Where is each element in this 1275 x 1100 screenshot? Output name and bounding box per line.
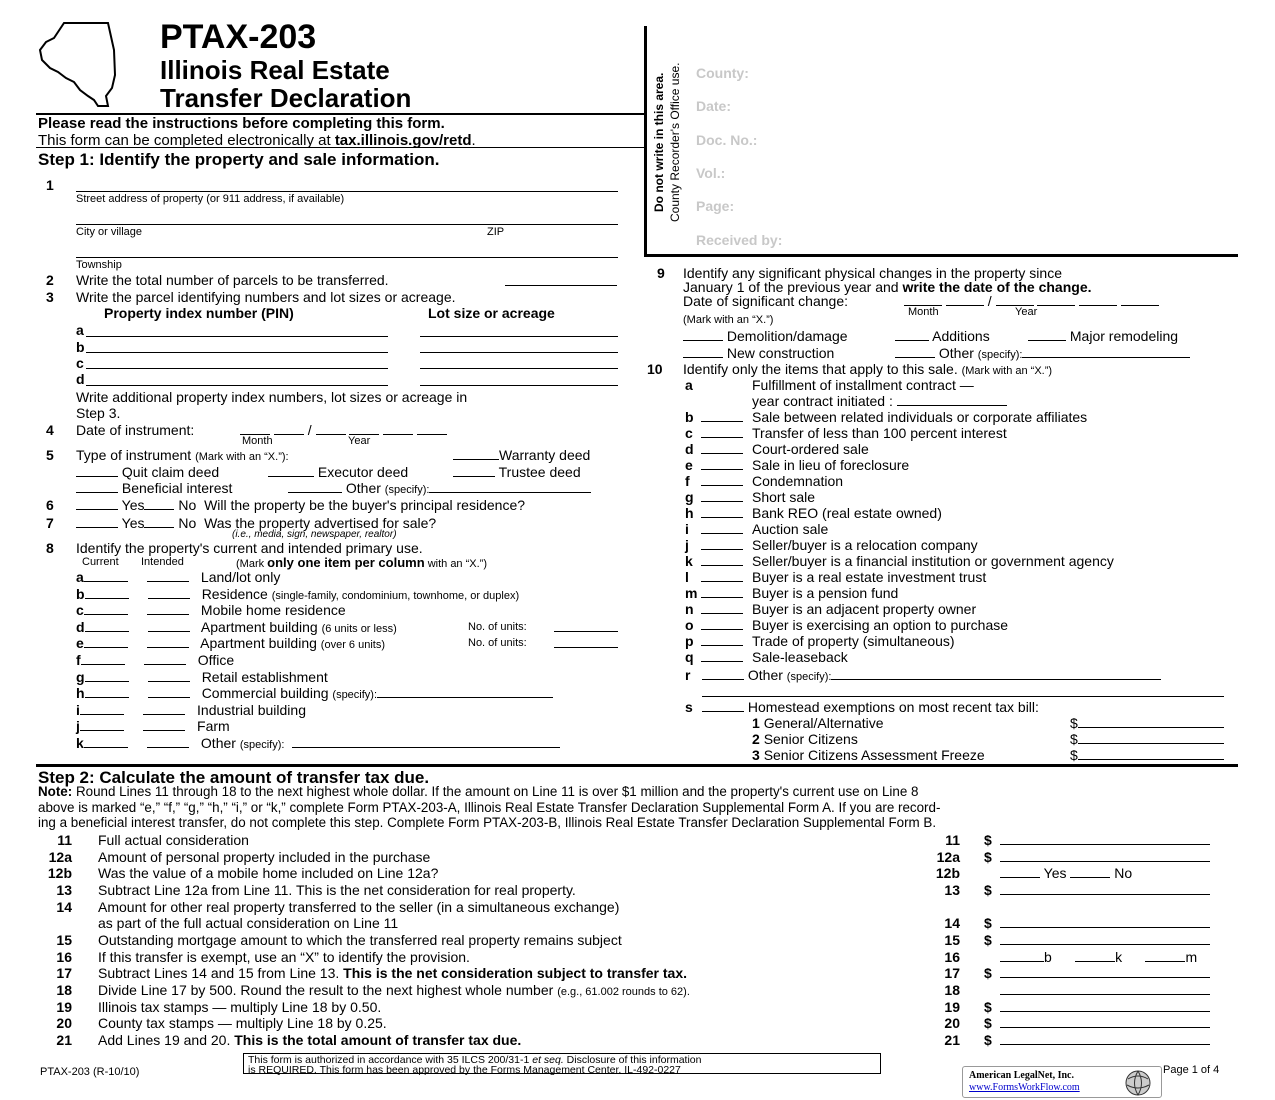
lot-size-header: Lot size or acreage bbox=[428, 305, 555, 321]
recorder-received-by: Received by: bbox=[696, 232, 783, 248]
change-date-field[interactable]: / bbox=[904, 293, 1159, 309]
line-7-row[interactable]: Yes No Was the property advertised for sale? bbox=[76, 515, 436, 531]
city-label: City or village bbox=[76, 226, 143, 238]
current-header: Current bbox=[82, 556, 119, 568]
line-7-examples: (i.e., media, sign, newspaper, realtor) bbox=[232, 529, 397, 540]
step2-note-2: above is marked “e,” “f,” “g,” “h,” “i,” or “k,” complete Form PTAX-203-A, Illinois Real Estate Transfer Declaration Supplemental Form A. If you are record- bbox=[38, 800, 941, 815]
sale-item-o[interactable]: o Buyer is exercising an option to purchase bbox=[685, 617, 1009, 633]
instrument-month-label: Month bbox=[242, 435, 273, 447]
exemption-3: 3 Senior Citizens Assessment Freeze bbox=[752, 747, 985, 763]
legalnet-logo[interactable]: American LegalNet, Inc. www.FormsWorkFlow.com bbox=[962, 1066, 1162, 1098]
form-revision: PTAX-203 (R-10/10) bbox=[40, 1066, 140, 1078]
property-use-row-b[interactable]: b Residence (single-family, condominium, townhome, or duplex) bbox=[76, 585, 520, 602]
lot-size-field-a[interactable] bbox=[420, 336, 618, 337]
township-field[interactable] bbox=[76, 257, 618, 258]
other-instrument-option[interactable]: Other (specify): bbox=[288, 480, 591, 496]
pin-letter-c: c bbox=[76, 355, 84, 371]
pin-field-a[interactable] bbox=[86, 336, 388, 337]
line-5-text: Type of instrument (Mark with an “X.”): bbox=[76, 447, 289, 463]
lot-size-field-c[interactable] bbox=[420, 368, 618, 369]
illinois-state-outline-icon bbox=[36, 20, 118, 110]
instrument-year-label: Year bbox=[348, 435, 371, 447]
recorder-vol: Vol.: bbox=[696, 165, 726, 181]
step2-note-3: ing a beneficial interest transfer, do not complete this step. Complete Form PTAX-203-B, Illinois Real Estate Transfer Declaration Supplemental Form B. bbox=[38, 815, 937, 830]
exemption-2: 2 Senior Citizens bbox=[752, 731, 858, 747]
line-10-text: Identify only the items that apply to this sale. (Mark with an “X.”) bbox=[683, 361, 1053, 377]
township-label: Township bbox=[76, 259, 122, 271]
major-remodeling-option[interactable]: Major remodeling bbox=[1028, 328, 1178, 344]
recorder-date: Date: bbox=[696, 98, 732, 114]
sale-item-k[interactable]: k Seller/buyer is a financial institution or government agency bbox=[685, 553, 1114, 569]
pin-letter-a: a bbox=[76, 322, 84, 338]
sale-item-b[interactable]: b Sale between related individuals or corporate affiliates bbox=[685, 409, 1088, 425]
form-title-line2: Transfer Declaration bbox=[160, 83, 412, 113]
line-7-number: 7 bbox=[46, 515, 54, 531]
property-use-row-k[interactable]: k Other (specify): bbox=[76, 735, 560, 751]
form-title-line1: Illinois Real Estate bbox=[160, 55, 390, 85]
property-use-row-g[interactable]: g Retail establishment bbox=[76, 668, 328, 685]
sale-item-l[interactable]: l Buyer is a real estate investment trust bbox=[685, 569, 987, 585]
pin-field-c[interactable] bbox=[86, 368, 388, 369]
change-year-label: Year bbox=[1015, 306, 1038, 318]
page-number: Page 1 of 4 bbox=[1163, 1064, 1220, 1076]
lot-size-field-b[interactable] bbox=[420, 352, 618, 353]
line-4-number: 4 bbox=[46, 422, 54, 438]
exemption-3-amount[interactable]: $ bbox=[1070, 747, 1224, 763]
line-2-number: 2 bbox=[46, 272, 54, 288]
executor-deed-option[interactable]: Executor deed bbox=[268, 464, 408, 480]
line-9-text-2: January 1 of the previous year and write the date of the change. bbox=[683, 279, 1092, 295]
beneficial-interest-option[interactable]: Beneficial interest bbox=[76, 480, 232, 496]
sale-item-c[interactable]: c Transfer of less than 100 percent interest bbox=[685, 425, 1007, 441]
exemption-1: 1 General/Alternative bbox=[752, 715, 884, 731]
sale-item-g[interactable]: g Short sale bbox=[685, 489, 816, 505]
sale-item-q[interactable]: q Sale-leaseback bbox=[685, 649, 848, 665]
item-r-letter: r bbox=[685, 667, 691, 683]
recorder-county: County: bbox=[696, 65, 749, 81]
recorder-doc-no: Doc. No.: bbox=[696, 132, 758, 148]
authorization-box: This form is authorized in accordance with 35 ILCS 200/31-1 et seq. Disclosure of this information is REQUIRED. This form has been approved by the Forms Management Center. IL-492-0227 bbox=[243, 1053, 881, 1074]
warranty-deed-option[interactable]: Warranty deed bbox=[453, 447, 590, 463]
step1-heading: Step 1: Identify the property and sale information. bbox=[38, 150, 440, 169]
sale-item-m[interactable]: m Buyer is a pension fund bbox=[685, 585, 899, 601]
exemption-2-amount[interactable]: $ bbox=[1070, 731, 1224, 747]
line-6-number: 6 bbox=[46, 497, 54, 513]
step2-note-1: Note: Round Lines 11 through 18 to the next highest whole dollar. If the amount on Line 11 is over $1 million and the property's current use on Line 8 bbox=[38, 784, 919, 799]
trustee-deed-option[interactable]: Trustee deed bbox=[453, 464, 581, 480]
property-use-row-h[interactable]: h Commercial building (specify): bbox=[76, 685, 553, 701]
additional-pins-text-2: Step 3. bbox=[76, 405, 121, 421]
parcel-count-field[interactable] bbox=[505, 285, 617, 286]
line-9-text-3: Date of significant change: bbox=[683, 293, 848, 309]
item-r-row[interactable]: Other (specify): bbox=[702, 667, 1161, 683]
instruction-electronic: This form can be completed electronically at tax.illinois.gov/retd. bbox=[38, 132, 476, 149]
property-use-row-i[interactable]: i Industrial building bbox=[76, 701, 306, 718]
property-use-row-d[interactable]: d Apartment building (6 units or less) No. of units: bbox=[76, 619, 397, 635]
new-construction-option[interactable]: New construction bbox=[683, 345, 834, 361]
sale-item-j[interactable]: j Seller/buyer is a relocation company bbox=[685, 537, 978, 553]
item-r-field-2[interactable] bbox=[702, 696, 1224, 697]
line-6-row[interactable]: Yes No Will the property be the buyer's principal residence? bbox=[76, 497, 525, 513]
item-s-letter: s bbox=[685, 699, 693, 715]
pin-field-b[interactable] bbox=[86, 352, 388, 353]
instrument-date-field[interactable]: / bbox=[240, 422, 447, 438]
line-3-text: Write the parcel identifying numbers and lot sizes or acreage. bbox=[76, 289, 456, 305]
contract-year-field[interactable]: year contract initiated : bbox=[752, 393, 1007, 409]
line-9-text-1: Identify any significant physical changes in the property since bbox=[683, 265, 1062, 281]
line-9-mark: (Mark with an “X.”) bbox=[683, 314, 774, 326]
zip-label: ZIP bbox=[487, 226, 505, 238]
sale-item-i[interactable]: i Auction sale bbox=[685, 521, 829, 537]
recorder-box-border bbox=[644, 26, 647, 256]
street-address-label: Street address of property (or 911 address, if available) bbox=[76, 193, 345, 205]
additions-option[interactable]: Additions bbox=[895, 328, 990, 344]
globe-icon bbox=[1123, 1069, 1153, 1097]
line-8-number: 8 bbox=[46, 540, 54, 556]
item-a-text: Fulfillment of installment contract — bbox=[752, 377, 974, 393]
line-8-text: Identify the property's current and intended primary use. bbox=[76, 540, 423, 556]
sale-item-p[interactable]: p Trade of property (simultaneous) bbox=[685, 633, 955, 649]
quit-claim-deed-option[interactable]: Quit claim deed bbox=[76, 464, 219, 480]
property-use-row-a[interactable]: a Land/lot only bbox=[76, 569, 281, 585]
line-5-number: 5 bbox=[46, 447, 54, 463]
sale-item-n[interactable]: n Buyer is an adjacent property owner bbox=[685, 601, 977, 617]
street-address-field[interactable] bbox=[76, 191, 618, 192]
sale-item-e[interactable]: e Sale in lieu of foreclosure bbox=[685, 457, 910, 473]
property-use-row-j[interactable]: j Farm bbox=[76, 718, 230, 735]
other-change-option[interactable]: Other (specify): bbox=[895, 345, 1190, 361]
line-3-number: 3 bbox=[46, 289, 54, 305]
item-a-letter: a bbox=[685, 377, 693, 393]
line-8-mark-note: (Mark only one item per column with an “X.”) bbox=[236, 555, 487, 570]
sale-item-d[interactable]: d Court-ordered sale bbox=[685, 441, 869, 457]
pin-letter-d: d bbox=[76, 371, 85, 387]
city-zip-field[interactable] bbox=[76, 224, 618, 225]
pin-header: Property index number (PIN) bbox=[104, 305, 294, 321]
exemption-1-amount[interactable]: $ bbox=[1070, 715, 1224, 731]
change-month-label: Month bbox=[908, 306, 939, 318]
line-2-text: Write the total number of parcels to be transferred. bbox=[76, 272, 389, 288]
recorder-note-1: Do not write in this area. bbox=[652, 72, 666, 212]
demolition-option[interactable]: Demolition/damage bbox=[683, 328, 848, 344]
property-use-row-c[interactable]: c Mobile home residence bbox=[76, 602, 346, 619]
form-id: PTAX-203 bbox=[160, 18, 317, 56]
sale-item-f[interactable]: f Condemnation bbox=[685, 473, 844, 489]
step2-heading: Step 2: Calculate the amount of transfer tax due. bbox=[38, 768, 430, 787]
retd-link[interactable]: tax.illinois.gov/retd bbox=[334, 132, 472, 149]
recorder-note-2: County Recorder's Office use. bbox=[668, 62, 682, 222]
item-s-row[interactable]: Homestead exemptions on most recent tax bill: bbox=[702, 699, 1039, 715]
property-use-row-f[interactable]: f Office bbox=[76, 652, 235, 668]
property-use-row-e[interactable]: e Apartment building (over 6 units) No. of units: bbox=[76, 635, 385, 651]
line-9-number: 9 bbox=[657, 265, 665, 281]
line-10-number: 10 bbox=[647, 361, 663, 377]
line-4-text: Date of instrument: bbox=[76, 422, 195, 438]
recorder-page: Page: bbox=[696, 198, 735, 214]
pin-letter-b: b bbox=[76, 339, 85, 355]
line-1-number: 1 bbox=[46, 177, 54, 193]
sale-item-h[interactable]: h Bank REO (real estate owned) bbox=[685, 505, 942, 521]
lot-size-field-d[interactable] bbox=[420, 385, 618, 386]
intended-header: Intended bbox=[141, 556, 184, 568]
pin-field-d[interactable] bbox=[86, 385, 388, 386]
additional-pins-text-1: Write additional property index numbers, lot sizes or acreage in bbox=[76, 389, 468, 405]
instruction-read: Please read the instructions before completing this form. bbox=[38, 115, 445, 132]
